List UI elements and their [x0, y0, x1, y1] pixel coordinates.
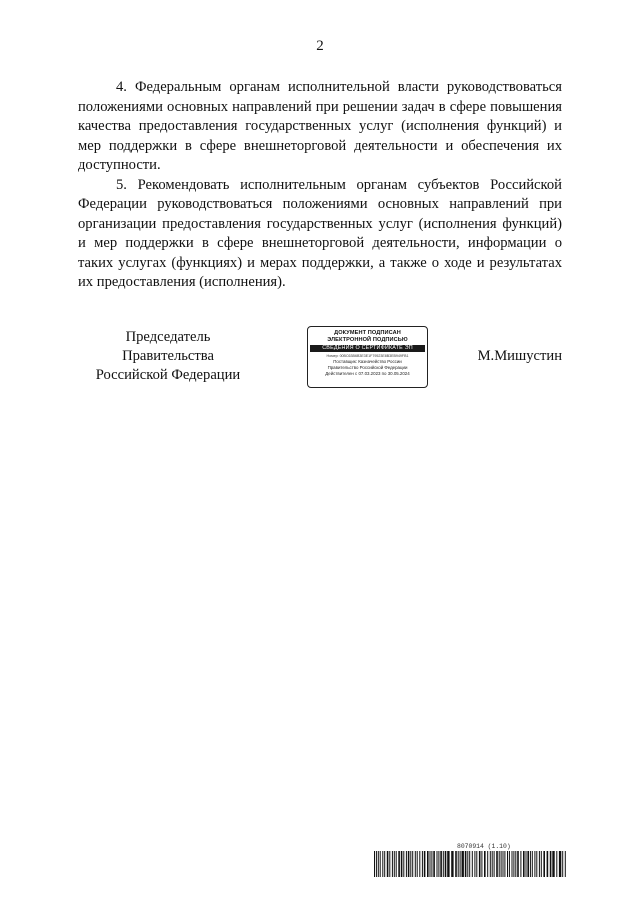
barcode-bar: [433, 851, 435, 877]
electronic-signature-stamp: [307, 326, 428, 388]
barcode-bar: [398, 851, 400, 877]
barcode-bar: [382, 851, 383, 877]
barcode-bar: [438, 851, 439, 877]
barcode-bar: [552, 851, 554, 877]
barcode-bar: [408, 851, 410, 877]
stamp-title-line1: ДОКУМЕНТ ПОДПИСАН: [334, 330, 401, 336]
barcode-bar: [472, 851, 473, 877]
signer-name: М.Мишустин: [477, 348, 562, 364]
barcode-bar: [507, 851, 508, 877]
barcode-bar: [490, 851, 491, 877]
barcode-bar: [487, 851, 488, 877]
barcode-bar: [513, 851, 514, 877]
barcode-bar: [465, 851, 467, 877]
barcode-bar: [481, 851, 482, 877]
barcode-bar: [562, 851, 563, 877]
stamp-validity: Действителен с 07.03.2023 по 30.05.2024: [325, 371, 410, 376]
signature-block: [0, 326, 640, 396]
barcode-bar: [479, 851, 481, 877]
barcode-bar: [394, 851, 395, 877]
barcode-bar: [384, 851, 385, 877]
stamp-title-line2: ЭЛЕКТРОННОЙ ПОДПИСЬЮ: [327, 336, 408, 343]
paragraph-5: 5. Рекомендовать исполнительным органам субъектов Российской Федерации руководствоваться положениями основных направлений при организации предоставления государственных услуг (исполнения функций) и мер поддержки в сфере внешнеторговой деятельности, информации о таких услугах (функциях) и мерах поддержки, а также о ходе и результатах их предоставления (исполнения).: [78, 176, 562, 290]
barcode-image: [374, 851, 566, 877]
barcode-bar: [526, 851, 527, 877]
barcode-bar: [556, 851, 557, 877]
barcode-bar: [523, 851, 525, 877]
barcode-bar: [469, 851, 470, 877]
page-number: 2: [316, 38, 324, 54]
barcode-bar: [509, 851, 510, 877]
signer-position-line2: Российской Федерации: [95, 367, 241, 383]
barcode-bar: [527, 851, 529, 877]
stamp-serial-value: 00BC63B6B3E3E1F79523E8B3EB949FB1: [339, 353, 409, 358]
barcode-bar: [445, 851, 447, 877]
barcode-bar: [401, 851, 403, 877]
barcode-bar: [376, 851, 377, 877]
barcode-bar: [374, 851, 375, 877]
barcode-bar: [550, 851, 552, 877]
barcode-bar: [467, 851, 468, 877]
barcode-bar: [539, 851, 540, 877]
stamp-issuer: Поставщик: Казначейство России: [333, 358, 402, 364]
barcode-bar: [532, 851, 533, 877]
barcode-bar: [462, 851, 464, 877]
document-body: [78, 78, 562, 293]
barcode-bar: [492, 851, 493, 877]
signer-position: [78, 328, 258, 385]
barcode-bar: [547, 851, 549, 877]
barcode-bar: [530, 851, 531, 877]
barcode-bar: [447, 851, 449, 877]
barcode-bar: [430, 851, 431, 877]
paragraph-4: 4. Федеральным органам исполнительной власти руководствоваться положениями основных направлений при решении задач в сфере повышения качества предоставления государственных услуг (исполнения функций) и мер поддержки в сфере внешнеторговой деятельности и обеспечения их доступности.: [78, 79, 562, 173]
barcode-bar: [476, 851, 477, 877]
document-code: 8070914 (1.10): [457, 843, 511, 850]
barcode-bar: [396, 851, 397, 877]
barcode-bar: [541, 851, 542, 877]
stamp-owner: Правительство Российской Федерации: [327, 364, 408, 370]
barcode-bar: [512, 851, 513, 877]
barcode-bar: [417, 851, 418, 877]
barcode-bar: [451, 851, 453, 877]
barcode-bar: [412, 851, 413, 877]
barcode-bar: [455, 851, 457, 877]
barcode-bar: [458, 851, 459, 877]
barcode-bar: [474, 851, 475, 877]
barcode-bar: [440, 851, 442, 877]
barcode-bar: [427, 851, 429, 877]
stamp-certificate-band: СВЕДЕНИЯ О СЕРТИФИКАТЕ ЭП: [310, 345, 425, 352]
barcode-bar: [536, 851, 537, 877]
barcode-bar: [437, 851, 438, 877]
barcode-bar: [392, 851, 393, 877]
barcode-bar: [501, 851, 502, 877]
barcode-bar: [494, 851, 495, 877]
barcode-bar: [422, 851, 423, 877]
barcode-bar: [387, 851, 389, 877]
signer-position-line1: Председатель Правительства: [122, 329, 214, 364]
stamp-serial-label: Номер:: [326, 353, 339, 358]
barcode-bar: [517, 851, 519, 877]
barcode-bar: [503, 851, 504, 877]
barcode-bar: [460, 851, 461, 877]
barcode-bar: [380, 851, 381, 877]
barcode-bar: [378, 851, 379, 877]
barcode-bar: [520, 851, 521, 877]
barcode-bar: [406, 851, 407, 877]
barcode-bar: [534, 851, 535, 877]
barcode-bar: [496, 851, 498, 877]
barcode-bar: [403, 851, 404, 877]
barcode-bar: [431, 851, 432, 877]
barcode-bar: [543, 851, 545, 877]
barcode-bar: [389, 851, 390, 877]
barcode-bar: [484, 851, 486, 877]
barcode-bar: [415, 851, 416, 877]
barcode-bar: [499, 851, 500, 877]
barcode-bar: [410, 851, 411, 877]
barcode-bar: [515, 851, 516, 877]
barcode-bar: [565, 851, 566, 877]
barcode-bar: [443, 851, 444, 877]
barcode-bar: [504, 851, 505, 877]
barcode-bar: [424, 851, 426, 877]
barcode-bar: [419, 851, 420, 877]
barcode-bar: [559, 851, 561, 877]
